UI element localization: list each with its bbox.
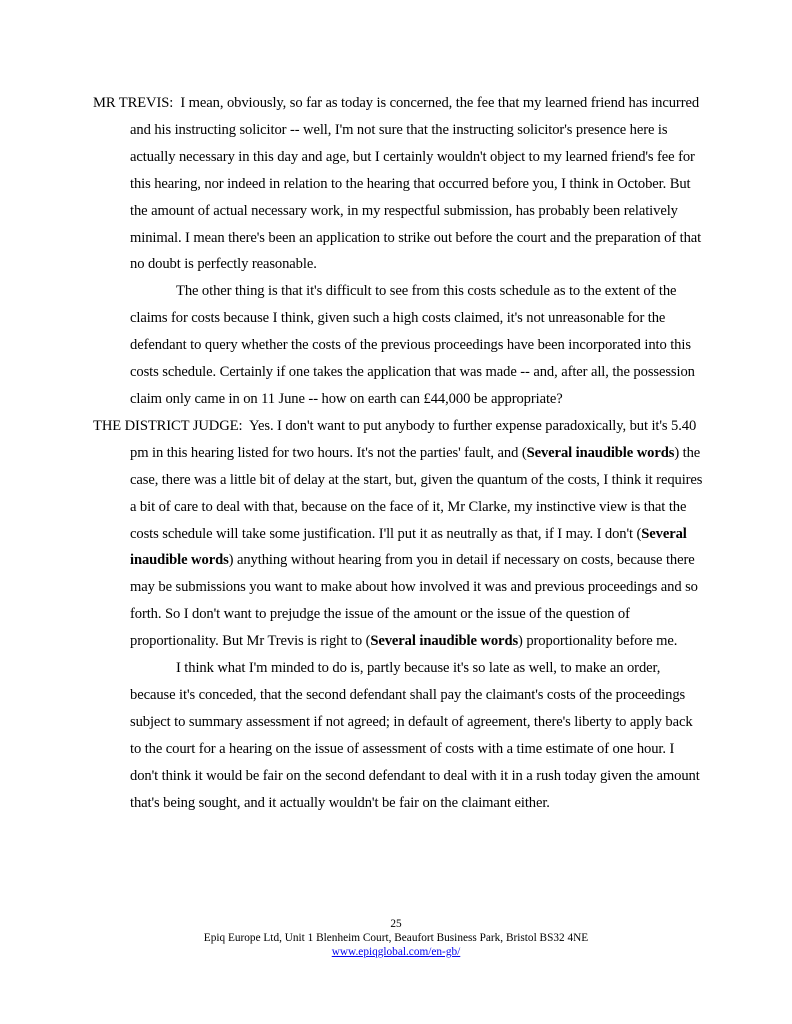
inaudible-note: Several inaudible words: [130, 525, 687, 569]
paragraph-continuation: [93, 655, 703, 816]
transcript-body: [93, 90, 703, 816]
paragraph-text: ) the case, there was a little bit of delay at the start, but, given the quantum of the costs, I think it requires a bit of care to deal with that, because on the face of it, Mr Clarke, my instinctive view is that the costs schedule will take some justification. I'll put it as neutrally as that, if I may. I don't (: [130, 444, 703, 542]
speaker-label: THE DISTRICT JUDGE:: [93, 417, 243, 434]
inaudible-note: Several inaudible words: [370, 633, 519, 650]
speaker-label: MR TREVIS:: [93, 95, 174, 111]
inaudible-note: Several inaudible words: [526, 444, 675, 461]
paragraph-district-judge: [93, 413, 703, 655]
paragraph-text: I think what I'm minded to do is, partly because it's so late as well, to make an order, because it's conceded, that the second defendant shall pay the claimant's costs of the proceedings subject to summary assessment if not agreed; in default of agreement, there's liberty to apply back to the court for a hearing on the issue of assessment of costs with a time estimate of one hour. I don't think it would be fair on the second defendant to deal with it in a rush today given the amount that's being sought, and it actually wouldn't be fair on the claimant either.: [130, 660, 700, 811]
paragraph-text: ) proportionality before me.: [518, 633, 678, 650]
page-footer: [0, 917, 792, 959]
paragraph-mr-trevis: [93, 90, 703, 278]
company-address: Epiq Europe Ltd, Unit 1 Blenheim Court, Beaufort Business Park, Bristol BS32 4NE: [203, 932, 589, 944]
paragraph-text: ) anything without hearing from you in detail if necessary on costs, because there may be submissions you want to make about how involved it was and previous proceedings and so forth. So I don't want to prejudge the issue of the amount or the issue of the question of proportionality. But Mr Trevis is right to (: [130, 552, 698, 650]
website-link[interactable]: www.epiqglobal.com/en-gb/: [331, 946, 461, 958]
page-number: 25: [390, 918, 402, 930]
paragraph-text: I mean, obviously, so far as today is concerned, the fee that my learned friend has incurred and his instructing solicitor -- well, I'm not sure that the instructing solicitor's presence here is actually necessary in this day and age, but I certainly wouldn't object to my learned friend's fee for this hearing, nor indeed in relation to the hearing that occurred before you, I think in October. But the amount of actual necessary work, in my respectful submission, has probably been relatively minimal. I mean there's been an application to strike out before the court and the preparation of that no doubt is perfectly reasonable.: [130, 95, 702, 273]
paragraph-continuation: [93, 278, 703, 413]
paragraph-text: Yes. I don't want to put anybody to further expense paradoxically, but it's 5.40 pm in this hearing listed for two hours. It's not the parties' fault, and (: [130, 417, 697, 461]
paragraph-text: The other thing is that it's difficult to see from this costs schedule as to the extent of the claims for costs because I think, given such a high costs claimed, it's not unreasonable for the defendant to query whether the costs of the previous proceedings have been incorporated into this costs schedule. Certainly if one takes the application that was made -- and, after all, the possession claim only came in on 11 June -- how on earth can £44,000 be appropriate?: [130, 283, 695, 407]
